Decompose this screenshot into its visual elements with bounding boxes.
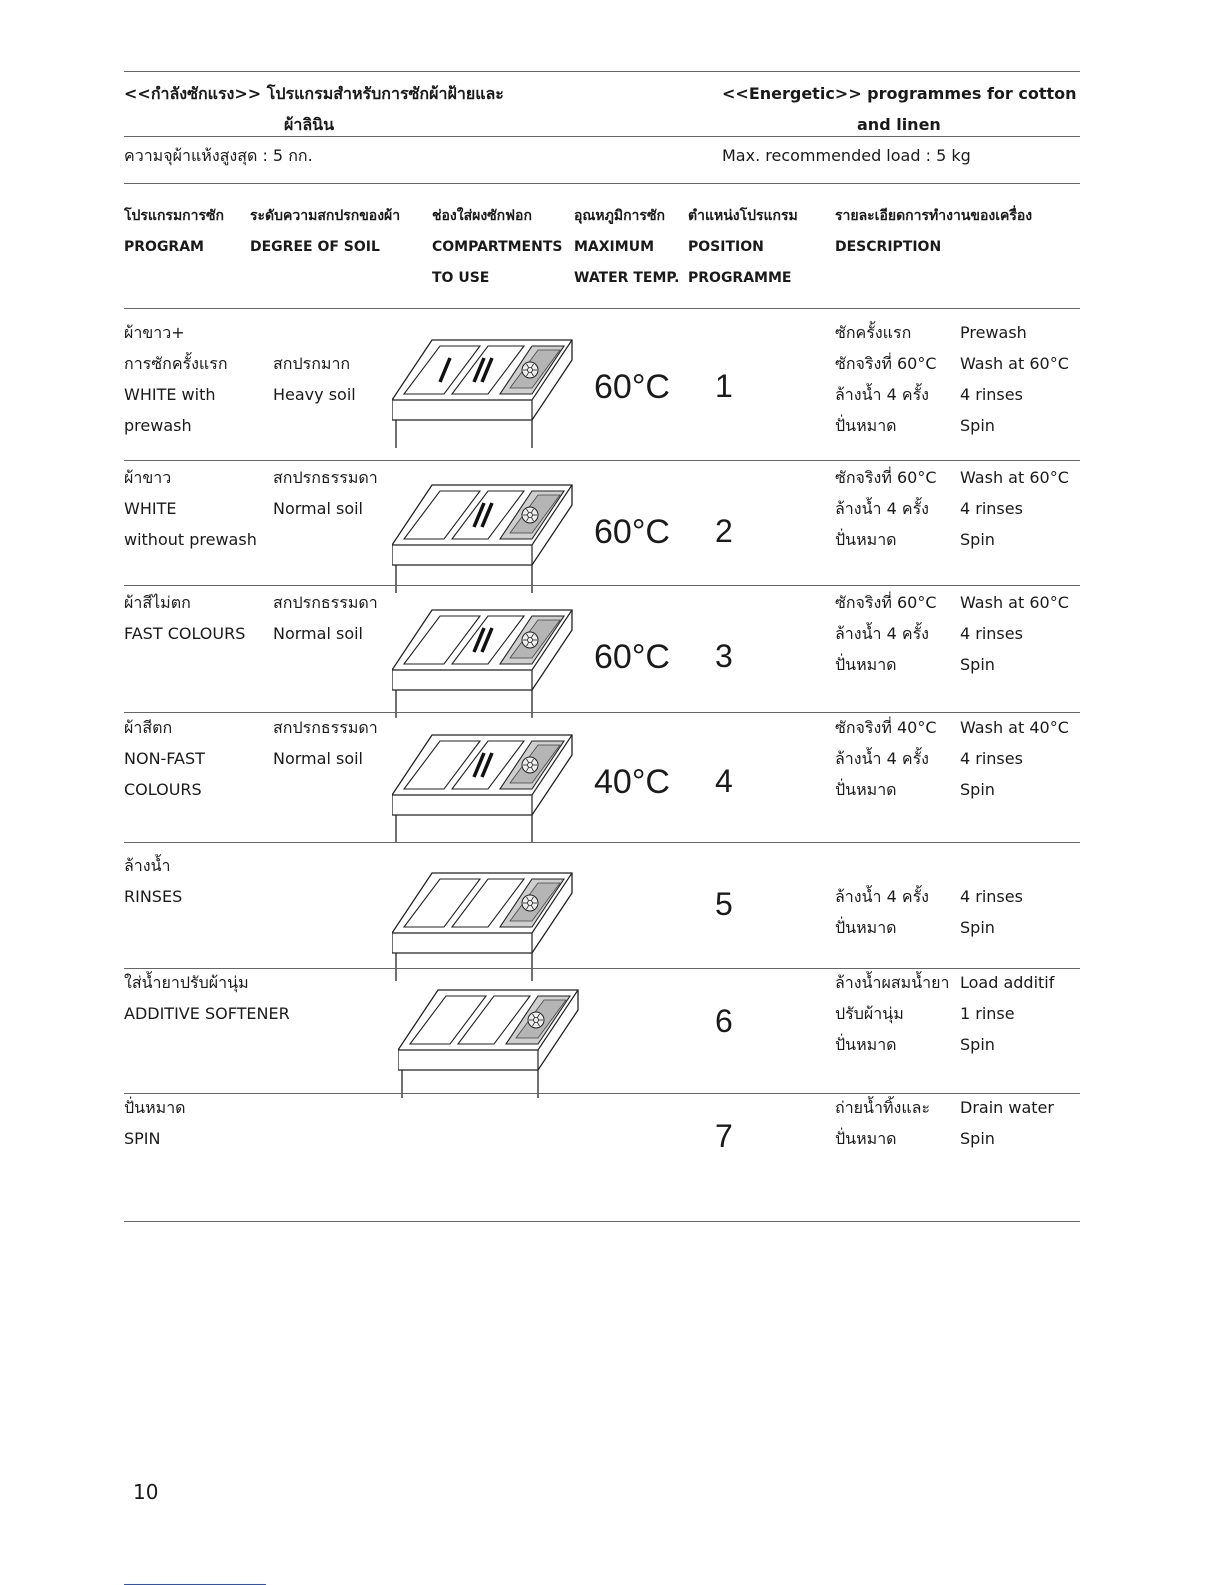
description-en: Wash at 60°C	[960, 354, 1069, 373]
description-th: ล้างน้ำ 4 ครั้ง	[835, 749, 929, 768]
programme-position: 1	[715, 368, 733, 404]
description-th: ปั่นหมาด	[835, 1035, 897, 1054]
description-th: ล้างน้ำ 4 ครั้ง	[835, 624, 929, 643]
description-en: Spin	[960, 1035, 995, 1054]
description-en: Spin	[960, 416, 995, 435]
row-divider	[124, 712, 1080, 713]
description-en: Spin	[960, 1129, 995, 1148]
description-en: Spin	[960, 655, 995, 674]
program-label: FAST COLOURS	[124, 624, 246, 643]
description-th: ซักจริงที่ 60°C	[835, 468, 937, 487]
col-desc-th: รายละเอียดการทำงานของเครื่อง	[835, 208, 1033, 224]
description-th: ล้างน้ำผสมน้ำยา	[835, 973, 950, 992]
col-temp-en1: MAXIMUM	[574, 239, 655, 255]
col-pos-th: ตำแหน่งโปรแกรม	[688, 208, 798, 224]
soil-label: Heavy soil	[273, 385, 356, 404]
description-th: ปั่นหมาด	[835, 655, 897, 674]
col-desc-en: DESCRIPTION	[835, 239, 942, 255]
program-label: WHITE with	[124, 385, 216, 404]
col-soil-en: DEGREE OF SOIL	[250, 239, 380, 255]
col-pos-en1: POSITION	[688, 239, 764, 255]
col-program-th: โปรแกรมการซัก	[124, 208, 225, 224]
soil-label: Normal soil	[273, 749, 363, 768]
eng-title-line2: and linen	[857, 115, 941, 134]
description-en: Spin	[960, 780, 995, 799]
water-temperature: 60°C	[594, 513, 670, 551]
description-th: ปรับผ้านุ่ม	[835, 1004, 904, 1023]
col-temp-th: อุณหภูมิการซัก	[574, 208, 665, 224]
thai-title-line1: <<กำลังซักแรง>> โปรแกรมสำหรับการซักผ้าฝ้ายและ	[124, 84, 504, 103]
detergent-drawer-icon	[392, 863, 582, 983]
description-th: ซักจริงที่ 40°C	[835, 718, 937, 737]
description-th: ปั่นหมาด	[835, 918, 897, 937]
row-divider	[124, 842, 1080, 843]
thai-title-line2: ผ้าลินิน	[284, 115, 335, 134]
description-en: Load additif	[960, 973, 1055, 992]
description-en: Wash at 40°C	[960, 718, 1069, 737]
program-label: WHITE	[124, 499, 177, 518]
soil-label: สกปรกธรรมดา	[273, 593, 378, 612]
row-divider	[124, 585, 1080, 586]
soil-label: Normal soil	[273, 624, 363, 643]
program-label: COLOURS	[124, 780, 202, 799]
detergent-drawer-icon	[392, 725, 582, 845]
page-number: 10	[133, 1480, 159, 1504]
description-th: ล้างน้ำ 4 ครั้ง	[835, 499, 929, 518]
col-program-en: PROGRAM	[124, 239, 204, 255]
program-label: ใส่น้ำยาปรับผ้านุ่ม	[124, 973, 249, 992]
soil-label: สกปรกธรรมดา	[273, 718, 378, 737]
program-label: ผ้าสีไม่ตก	[124, 593, 191, 612]
programme-position: 5	[715, 886, 733, 922]
description-th: ล้างน้ำ 4 ครั้ง	[835, 385, 929, 404]
description-en: Spin	[960, 918, 995, 937]
detergent-drawer-icon	[398, 980, 588, 1100]
program-label: ล้างน้ำ	[124, 856, 171, 875]
soil-label: Normal soil	[273, 499, 363, 518]
description-en: 4 rinses	[960, 624, 1023, 643]
detergent-drawer-icon	[392, 600, 582, 720]
programme-position: 2	[715, 513, 733, 549]
description-en: Prewash	[960, 323, 1027, 342]
detergent-drawer	[392, 330, 582, 454]
description-th: ซักจริงที่ 60°C	[835, 593, 937, 612]
programme-position: 3	[715, 638, 733, 674]
description-th: ซักจริงที่ 60°C	[835, 354, 937, 373]
program-label: ผ้าขาว+	[124, 323, 185, 342]
programme-position: 7	[715, 1118, 733, 1154]
thai-load: ความจุผ้าแห้งสูงสุด : 5 กก.	[124, 146, 313, 165]
description-th: ล้างน้ำ 4 ครั้ง	[835, 887, 929, 906]
description-th: ปั่นหมาด	[835, 1129, 897, 1148]
program-label: prewash	[124, 416, 192, 435]
detergent-drawer-icon	[392, 475, 582, 595]
detergent-drawer	[392, 475, 582, 599]
col-comp-en2: TO USE	[432, 270, 490, 286]
col-temp-en2: WATER TEMP.	[574, 270, 680, 286]
description-th: ซักครั้งแรก	[835, 323, 912, 342]
program-label: NON-FAST	[124, 749, 205, 768]
program-label: ผ้าสีตก	[124, 718, 173, 737]
row-divider	[124, 460, 1080, 461]
eng-load: Max. recommended load : 5 kg	[722, 146, 971, 165]
detergent-drawer-icon	[392, 330, 582, 450]
description-en: Wash at 60°C	[960, 593, 1069, 612]
eng-title-line1: <<Energetic>> programmes for cotton	[722, 84, 1077, 103]
description-th: ถ่ายน้ำทิ้งและ	[835, 1098, 931, 1117]
programme-position: 4	[715, 763, 733, 799]
col-comp-th: ช่องใส่ผงซักฟอก	[432, 208, 532, 224]
description-en: Wash at 60°C	[960, 468, 1069, 487]
description-en: 1 rinse	[960, 1004, 1015, 1023]
col-comp-en1: COMPARTMENTS	[432, 239, 563, 255]
soil-label: สกปรกธรรมดา	[273, 468, 378, 487]
program-label: without prewash	[124, 530, 257, 549]
program-label: RINSES	[124, 887, 183, 906]
description-th: ปั่นหมาด	[835, 780, 897, 799]
description-en: 4 rinses	[960, 749, 1023, 768]
description-th: ปั่นหมาด	[835, 416, 897, 435]
program-label: ADDITIVE SOFTENER	[124, 1004, 290, 1023]
detergent-drawer	[392, 725, 582, 849]
program-label: การซักครั้งแรก	[124, 354, 228, 373]
row-divider	[124, 968, 1080, 969]
description-en: 4 rinses	[960, 385, 1023, 404]
description-en: 4 rinses	[960, 499, 1023, 518]
program-label: ปั่นหมาด	[124, 1098, 186, 1117]
description-en: 4 rinses	[960, 887, 1023, 906]
water-temperature: 60°C	[594, 368, 670, 406]
description-en: Drain water	[960, 1098, 1054, 1117]
row-divider	[124, 1093, 1080, 1094]
col-pos-en2: PROGRAMME	[688, 270, 792, 286]
programme-position: 6	[715, 1003, 733, 1039]
soil-label: สกปรกมาก	[273, 354, 351, 373]
water-temperature: 60°C	[594, 638, 670, 676]
description-th: ปั่นหมาด	[835, 530, 897, 549]
detergent-drawer	[392, 600, 582, 724]
description-en: Spin	[960, 530, 995, 549]
water-temperature: 40°C	[594, 763, 670, 801]
program-label: SPIN	[124, 1129, 161, 1148]
program-label: ผ้าขาว	[124, 468, 172, 487]
col-soil-th: ระดับความสกปรกของผ้า	[250, 208, 401, 224]
detergent-drawer	[398, 980, 588, 1104]
